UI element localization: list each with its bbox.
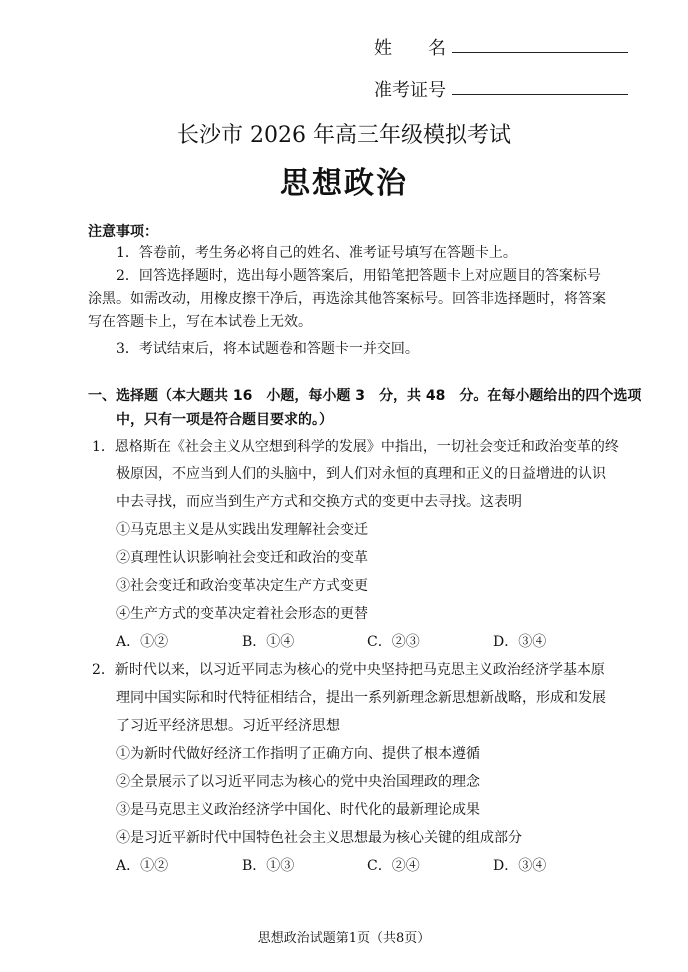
notice-item-3: 3．考试结束后，将本试题卷和答题卡一并交回。 [116,341,419,357]
id-blank [452,94,628,95]
q1-option-d: D．③④ [493,634,547,650]
q1-statement-4: ④生产方式的变革决定着社会形态的更替 [116,606,368,622]
notice-item-2-line-2: 涂黑。如需改动，用橡皮擦干净后，再选涂其他答案标号。回答非选择题时，将答案 [88,291,606,307]
q2-stem-line-3: 了习近平经济思想。习近平经济思想 [116,718,340,734]
notice-item-1: 1．答卷前，考生务必将自己的姓名、准考证号填写在答题卡上。 [116,245,517,261]
q1-option-a: A．①② [116,634,169,650]
notice-heading: 注意事项： [88,224,158,240]
q2-stem-line-1: 2．新时代以来，以习近平同志为核心的党中央坚持把马克思主义政治经济学基本原 [92,662,605,678]
q2-option-c: C．②④ [367,858,420,874]
q1-statement-3: ③社会变迁和政治变革决定生产方式变更 [116,578,368,594]
q2-option-b: B．①③ [242,858,295,874]
subject-title: 思想政治 [280,166,408,201]
name-label: 姓 名 [374,38,446,59]
q1-stem-line-3: 中去寻找，而应当到生产方式和交换方式的变更中去寻找。这表明 [116,494,522,510]
q1-stem-line-1: 1．恩格斯在《社会主义从空想到科学的发展》中指出，一切社会变迁和政治变革的终 [92,439,619,455]
q2-statement-4: ④是习近平新时代中国特色社会主义思想最为核心关键的组成部分 [116,830,522,846]
q1-option-c: C．②③ [367,634,420,650]
notice-item-2-line-1: 2．回答选择题时，选出每小题答案后，用铅笔把答题卡上对应题目的答案标号 [116,268,601,284]
q2-stem-line-2: 理同中国实际和时代特征相结合，提出一系列新理念新思想新战略，形成和发展 [116,690,606,706]
id-label: 准考证号 [374,80,446,101]
q2-statement-2: ②全景展示了以习近平同志为核心的党中央治国理政的理念 [116,774,480,790]
q2-statement-1: ①为新时代做好经济工作指明了正确方向、提供了根本遵循 [116,746,480,762]
q2-option-d: D．③④ [493,858,547,874]
q2-statement-3: ③是马克思主义政治经济学中国化、时代化的最新理论成果 [116,802,480,818]
q1-option-b: B．①④ [242,634,295,650]
section-heading-line-1: 一、选择题（本大题共 16 小题，每小题 3 分，共 48 分。在每小题给出的四个选项 [88,388,642,404]
exam-title: 长沙市 2026 年高三年级模拟考试 [177,123,511,148]
section-heading-line-2: 中，只有一项是符合题目要求的。） [116,412,333,428]
notice-item-2-line-3: 写在答题卡上，写在本试卷上无效。 [88,314,312,330]
q1-stem-line-2: 极原因，不应当到人们的头脑中，到人们对永恒的真理和正义的日益增进的认识 [116,466,606,482]
q2-option-a: A．①② [116,858,169,874]
page-footer: 思想政治试题第1页（共8页） [257,931,431,946]
q1-statement-2: ②真理性认识影响社会变迁和政治的变革 [116,550,368,566]
q1-statement-1: ①马克思主义是从实践出发理解社会变迁 [116,522,368,538]
name-blank [452,52,628,53]
